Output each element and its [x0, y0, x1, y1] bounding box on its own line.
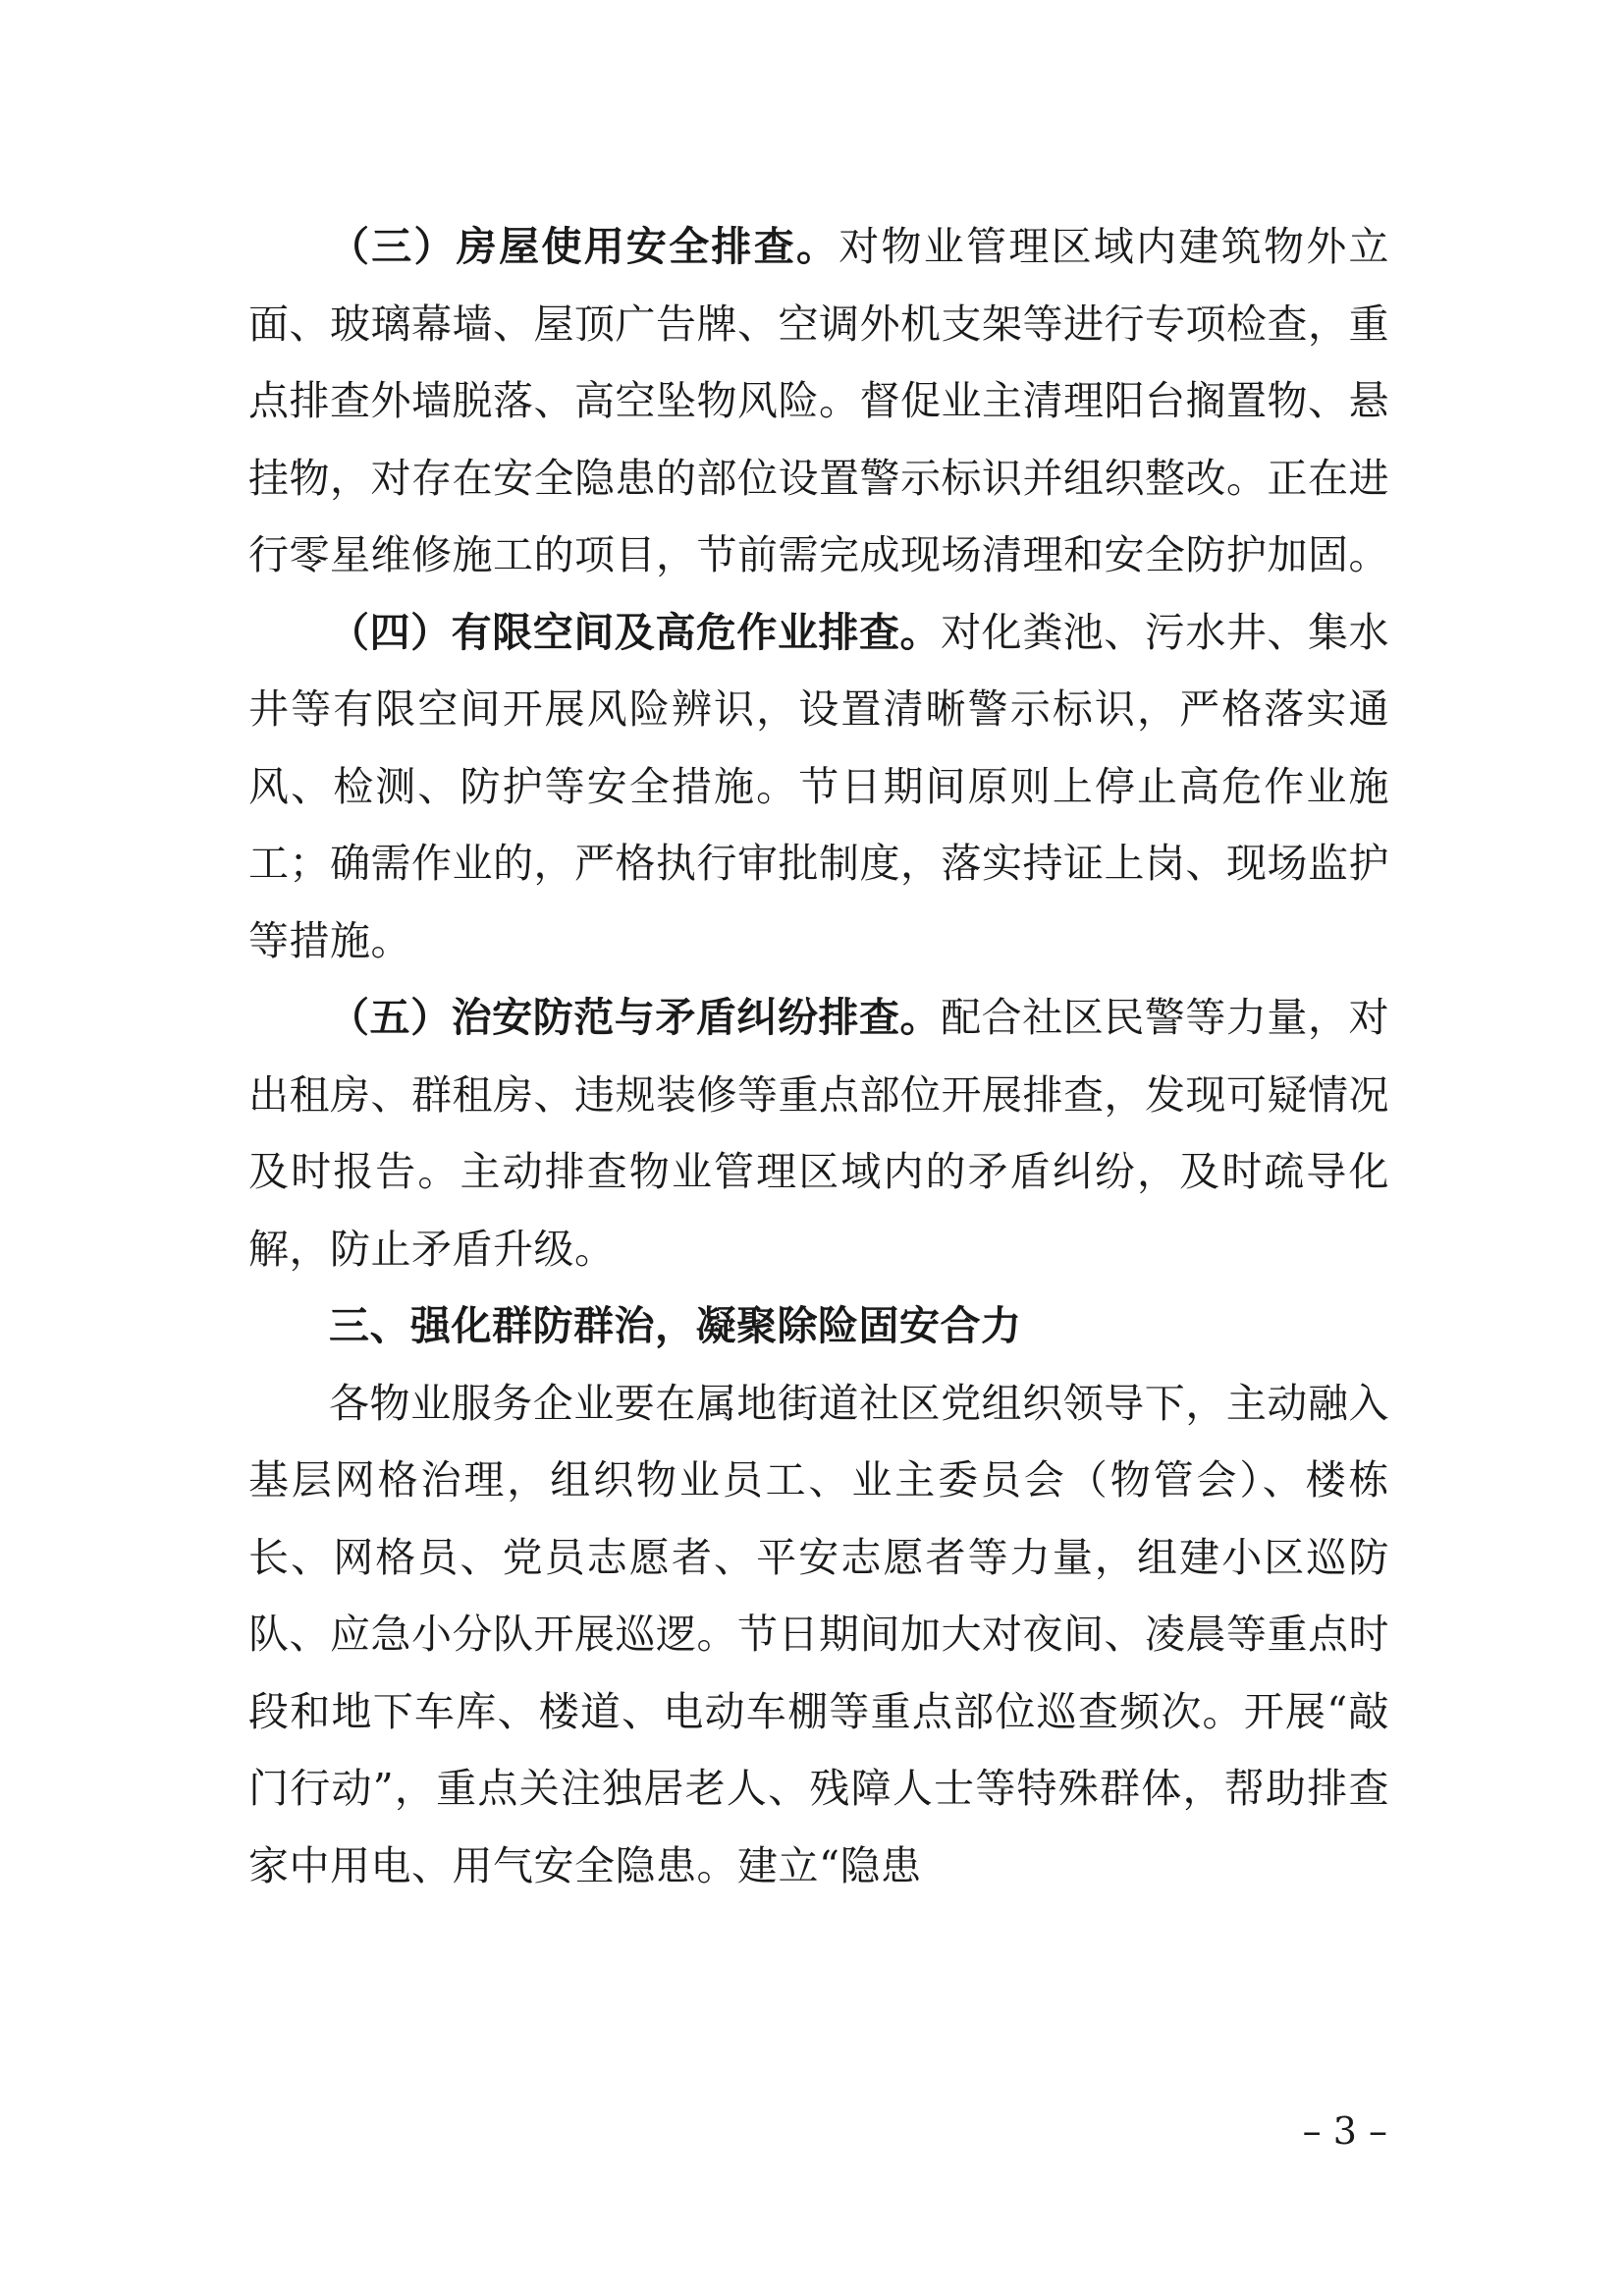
paragraph-lead: （四）有限空间及高危作业排查。 — [329, 608, 942, 656]
section-heading: 三、强化群防群治，凝聚除险固安合力 — [329, 1302, 1022, 1349]
paragraph-text: 对物业管理区域内建筑物外立面、玻璃幕墙、屋顶广告牌、空调外机支架等进行专项检查，重点排查外墙脱落、高空坠物风险。督促业主清理阳台搁置物、悬挂物，对存在安全隐患的部位设置警示标识并组织整改。正在进行零星维修施工的项目，节前需完成现场清理和安全防护加固。 — [248, 223, 1389, 578]
document-body — [248, 208, 1389, 1904]
paragraph-lead: （五）治安防范与矛盾纠纷排查。 — [329, 994, 942, 1041]
paragraph-text: 对化粪池、污水井、集水井等有限空间开展风险辨识，设置清晰警示标识，严格落实通风、检测、防护等安全措施。节日期间原则上停止高危作业施工；确需作业的，严格执行审批制度，落实持证上岗、现场监护等措施。 — [248, 608, 1390, 964]
paragraph-public-security-check — [248, 979, 1389, 1287]
section-body-paragraph: 各物业服务企业要在属地街道社区党组织领导下，主动融入基层网格治理，组织物业员工、业主委员会（物管会）、楼栋长、网格员、党员志愿者、平安志愿者等力量，组建小区巡防队、应急小分队开展巡逻。节日期间加大对夜间、凌晨等重点时段和地下车库、楼道、电动车棚等重点部位巡查频次。开展“敲门行动”，重点关注独居老人、残障人士等特殊群体，帮助排查家中用电、用气安全隐患。建立“隐患 — [248, 1379, 1389, 1889]
paragraph-house-safety-check — [248, 208, 1389, 594]
paragraph-confined-space-check — [248, 594, 1389, 980]
paragraph-lead: （三）房屋使用安全排查。 — [329, 223, 839, 270]
paragraph-text: 配合社区民警等力量，对出租房、群租房、违规装修等重点部位开展排查，发现可疑情况及时报告。主动排查物业管理区域内的矛盾纠纷，及时疏导化解，防止矛盾升级。 — [248, 994, 1390, 1273]
page-number: – 3 – — [1302, 2109, 1387, 2153]
